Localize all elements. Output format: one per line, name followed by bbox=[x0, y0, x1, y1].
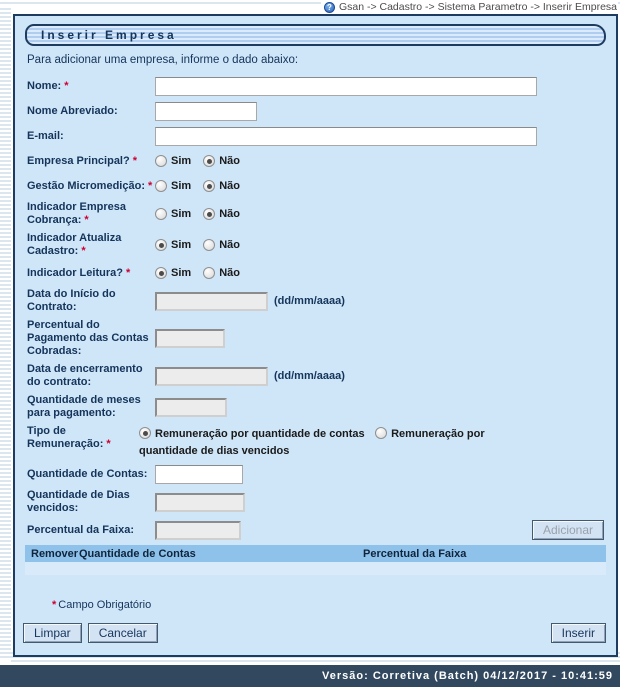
inserir-button[interactable]: Inserir bbox=[551, 623, 606, 643]
page-title: Inserir Empresa bbox=[41, 28, 177, 42]
field-row-tipo-remuneracao bbox=[27, 425, 606, 459]
field-row-indicador-atualiza-cadastro bbox=[27, 232, 606, 258]
indicador-empresa-cobranca-radio-group bbox=[155, 208, 252, 220]
intro-text: Para adicionar uma empresa, informe o dado abaixo: bbox=[27, 54, 299, 66]
percentual-pagamento-label: Percentual do Pagamento das Contas Cobradas: bbox=[27, 319, 149, 357]
empresa-principal-sim-radio[interactable] bbox=[155, 155, 167, 167]
email-input[interactable] bbox=[155, 127, 537, 146]
required-asterisk: * bbox=[147, 179, 153, 192]
sim-label: Sim bbox=[171, 239, 192, 251]
indicador-leitura-sim-radio[interactable] bbox=[155, 267, 167, 279]
percentual-faixa-label: Percentual da Faixa: bbox=[27, 523, 134, 536]
field-row-quantidade-contas bbox=[27, 464, 606, 484]
breadcrumb bbox=[321, 1, 618, 14]
help-icon[interactable]: ? bbox=[324, 2, 335, 13]
data-encerramento-label: Data de encerramento do contrato: bbox=[27, 363, 143, 388]
gestao-micromedicao-radio-group bbox=[155, 180, 252, 192]
field-row-indicador-empresa-cobranca bbox=[27, 201, 606, 227]
gestao-micromedicao-sim-radio[interactable] bbox=[155, 180, 167, 192]
col-percentual-faixa: Percentual da Faixa bbox=[363, 547, 467, 560]
faixas-table-header bbox=[25, 545, 606, 562]
indicador-leitura-radio-group bbox=[155, 267, 252, 279]
quantidade-meses-label: Quantidade de meses para pagamento: bbox=[27, 394, 141, 419]
faixas-table-empty-row bbox=[25, 562, 606, 575]
field-row-email bbox=[27, 126, 606, 146]
remuneracao-contas-label: Remuneração por quantidade de contas bbox=[155, 428, 365, 440]
breadcrumb-text: Gsan -> Cadastro -> Sistema Parametro -> Inserir Empresa bbox=[338, 1, 617, 13]
data-encerramento-input bbox=[155, 367, 268, 386]
sim-label: Sim bbox=[171, 267, 192, 279]
field-row-nome bbox=[27, 76, 606, 96]
data-inicio-contrato-label: Data do Início do Contrato: bbox=[27, 288, 116, 313]
faixas-table bbox=[25, 545, 606, 575]
indicador-atualiza-cadastro-nao-radio[interactable] bbox=[203, 239, 215, 251]
limpar-button[interactable]: Limpar bbox=[23, 623, 82, 643]
indicador-empresa-cobranca-nao-radio[interactable] bbox=[203, 208, 215, 220]
nome-abreviado-label: Nome Abreviado: bbox=[27, 104, 118, 117]
nome-abreviado-input[interactable] bbox=[155, 102, 257, 121]
col-remover: Remover bbox=[31, 547, 79, 560]
field-row-quantidade-dias bbox=[27, 489, 606, 515]
indicador-empresa-cobranca-sim-radio[interactable] bbox=[155, 208, 167, 220]
sim-label: Sim bbox=[171, 180, 192, 192]
required-note: * Campo Obrigatório bbox=[52, 599, 152, 611]
required-asterisk: * bbox=[84, 214, 89, 226]
indicador-empresa-cobranca-label: Indicador Empresa Cobrança: * bbox=[27, 201, 127, 226]
field-row-data-inicio-contrato bbox=[27, 288, 606, 314]
required-asterisk: * bbox=[106, 438, 111, 450]
empresa-principal-nao-radio[interactable] bbox=[203, 155, 215, 167]
quantidade-contas-input[interactable] bbox=[155, 465, 243, 484]
indicador-leitura-nao-radio[interactable] bbox=[203, 267, 215, 279]
field-row-empresa-principal bbox=[27, 151, 606, 171]
percentual-faixa-input bbox=[155, 521, 241, 540]
remuneracao-contas-radio[interactable] bbox=[139, 427, 151, 439]
quantidade-contas-label: Quantidade de Contas: bbox=[27, 467, 148, 480]
nao-label: Não bbox=[219, 267, 240, 279]
title-bar bbox=[25, 24, 606, 46]
empresa-principal-radio-group bbox=[155, 155, 252, 167]
field-row-gestao-micromedicao bbox=[27, 176, 606, 196]
tipo-remuneracao-label: Tipo de Remuneração: * bbox=[27, 425, 111, 450]
indicador-atualiza-cadastro-sim-radio[interactable] bbox=[155, 239, 167, 251]
field-row-percentual-faixa bbox=[27, 520, 606, 540]
required-asterisk: * bbox=[125, 266, 131, 279]
insert-company-panel bbox=[13, 14, 618, 657]
nao-label: Não bbox=[219, 180, 240, 192]
sim-label: Sim bbox=[171, 155, 192, 167]
quantidade-dias-input bbox=[155, 493, 245, 512]
tipo-remuneracao-radio-group bbox=[139, 425, 537, 459]
data-inicio-contrato-input bbox=[155, 292, 268, 311]
date-format-hint: (dd/mm/aaaa) bbox=[274, 370, 345, 382]
field-row-nome-abreviado bbox=[27, 101, 606, 121]
required-asterisk: * bbox=[64, 79, 69, 92]
indicador-leitura-label: Indicador Leitura? * bbox=[27, 266, 131, 279]
indicador-atualiza-cadastro-radio-group bbox=[155, 239, 252, 251]
col-quantidade-contas: Quantidade de Contas bbox=[79, 547, 196, 560]
field-row-percentual-pagamento bbox=[27, 319, 606, 358]
field-row-indicador-leitura bbox=[27, 263, 606, 283]
gestao-micromedicao-label: Gestão Micromedição: * bbox=[27, 179, 153, 192]
empresa-principal-label: Empresa Principal? * bbox=[27, 154, 137, 167]
nome-label: Nome: * bbox=[27, 79, 69, 92]
nao-label: Não bbox=[219, 155, 240, 167]
quantidade-meses-input bbox=[155, 398, 227, 417]
nome-input[interactable] bbox=[155, 77, 537, 96]
indicador-atualiza-cadastro-label: Indicador Atualiza Cadastro: * bbox=[27, 232, 122, 257]
quantidade-dias-label: Quantidade de Dias vencidos: bbox=[27, 489, 130, 514]
field-row-quantidade-meses bbox=[27, 394, 606, 420]
nao-label: Não bbox=[219, 208, 240, 220]
percentual-pagamento-input bbox=[155, 329, 225, 348]
required-asterisk: * bbox=[132, 154, 137, 167]
sim-label: Sim bbox=[171, 208, 192, 220]
remuneracao-dias-label: Remuneração por quantidade de dias vencidos bbox=[139, 428, 485, 457]
gestao-micromedicao-nao-radio[interactable] bbox=[203, 180, 215, 192]
left-stripe-decoration bbox=[0, 6, 11, 658]
required-asterisk: * bbox=[81, 245, 86, 257]
remuneracao-dias-radio[interactable] bbox=[375, 427, 387, 439]
email-label: E-mail: bbox=[27, 129, 64, 142]
footer-bar bbox=[0, 665, 620, 687]
date-format-hint: (dd/mm/aaaa) bbox=[274, 295, 345, 307]
cancelar-button[interactable]: Cancelar bbox=[88, 623, 158, 643]
field-row-data-encerramento bbox=[27, 363, 606, 389]
version-text: Versão: Corretiva (Batch) 04/12/2017 - 10:41:59 bbox=[322, 670, 613, 682]
nao-label: Não bbox=[219, 239, 240, 251]
adicionar-button: Adicionar bbox=[532, 520, 604, 540]
